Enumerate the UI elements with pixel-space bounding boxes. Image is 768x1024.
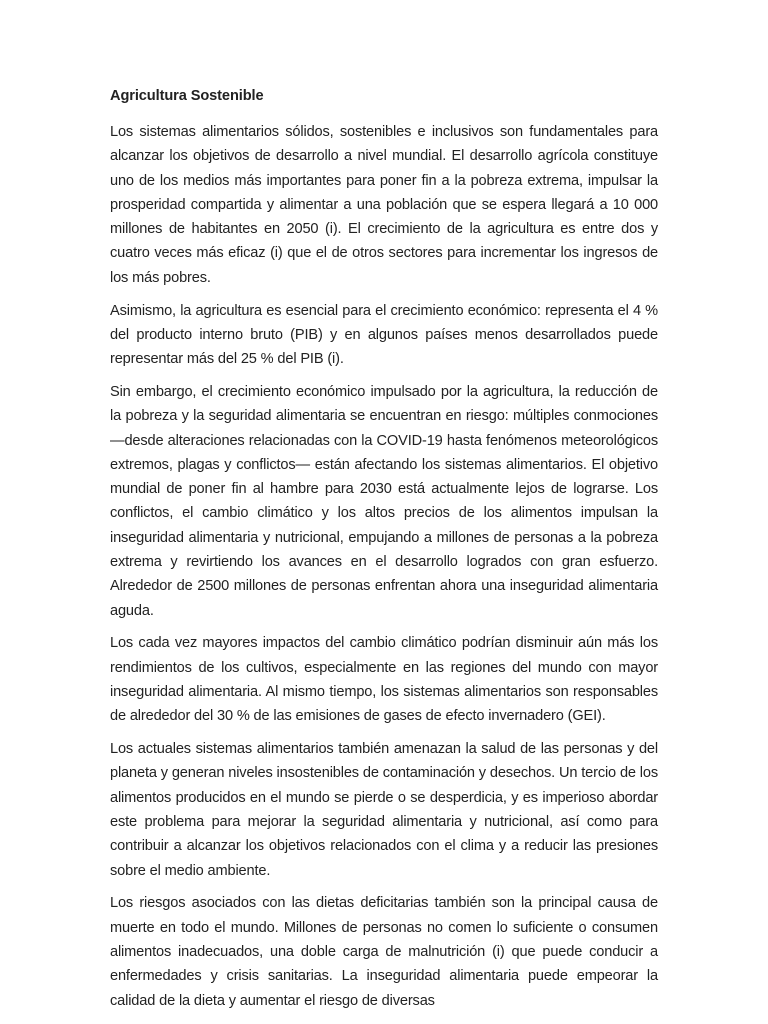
- paragraph-3: Sin embargo, el crecimiento económico impulsado por la agricultura, la reducción de la pobreza y la seguridad alimentaria se encuentran en riesgo: múltiples conmociones —desde alteraciones relacionadas con la COVID-19 hasta fenómenos meteorológicos extremos, plagas y conflictos— están afectando los sistemas alimentarios. El objetivo mundial de poner fin al hambre para 2030 está actualmente lejos de lograrse. Los conflictos, el cambio climático y los altos precios de los alimentos impulsan la inseguridad alimentaria y nutricional, empujando a millones de personas a la pobreza extrema y revirtiendo los avances en el desarrollo logrados con gran esfuerzo. Alrededor de 2500 millones de personas enfrentan ahora una inseguridad alimentaria aguda.: [110, 383, 658, 619]
- paragraph-2: Asimismo, la agricultura es esencial para el crecimiento económico: representa el 4 % del producto interno bruto (PIB) y en algunos países menos desarrollados puede representar más del 25 % del PIB (i).: [110, 302, 658, 368]
- paragraph-1: Los sistemas alimentarios sólidos, sostenibles e inclusivos son fundamentales para alcanzar los objetivos de desarrollo a nivel mundial. El desarrollo agrícola constituye uno de los medios más importantes para poner fin a la pobreza extrema, impulsar la prosperidad compartida y alimentar a una población que se espera llegará a 10 000 millones de habitantes en 2050 (i). El crecimiento de la agricultura es entre dos y cuatro veces más eficaz (i) que el de otros sectores para incrementar los ingresos de los más pobres.: [110, 124, 658, 286]
- paragraph-4: Los cada vez mayores impactos del cambio climático podrían disminuir aún más los rendimientos de los cultivos, especialmente en las regiones del mundo con mayor inseguridad alimentaria. Al mismo tiempo, los sistemas alimentarios son responsables de alrededor del 30 % de las emisiones de gases de efecto invernadero (GEI).: [110, 635, 658, 725]
- paragraph-6: Los riesgos asociados con las dietas deficitarias también son la principal causa de muerte en todo el mundo. Millones de personas no comen lo suficiente o consumen alimentos inadecuados, una doble carga de malnutrición (i) que puede conducir a enfermedades y crisis sanitarias. La inseguridad alimentaria puede empeorar la calidad de la dieta y aumentar el riesgo de diversas: [110, 895, 658, 1009]
- paragraph-5: Los actuales sistemas alimentarios también amenazan la salud de las personas y del planeta y generan niveles insostenibles de contaminación y desechos. Un tercio de los alimentos producidos en el mundo se pierde o se desperdicia, y es imperioso abordar este problema para mejorar la seguridad alimentaria y nutricional, así como para contribuir a alcanzar los objetivos relacionados con el clima y a reducir las presiones sobre el medio ambiente.: [110, 741, 658, 879]
- document-title: Agricultura Sostenible: [110, 88, 264, 104]
